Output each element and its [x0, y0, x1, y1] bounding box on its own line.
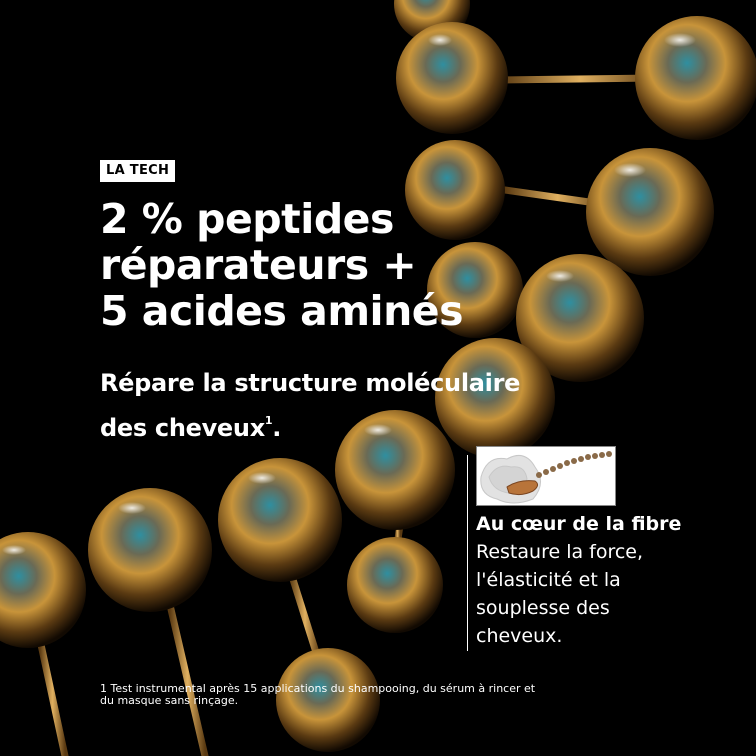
headline-line: 5 acides aminés	[100, 287, 464, 335]
molecule-sphere	[347, 537, 443, 633]
headline-line: 2 % peptides	[100, 195, 394, 243]
highlight	[248, 472, 276, 484]
subheadline-text: des cheveux	[100, 414, 265, 442]
molecule-sphere	[396, 22, 508, 134]
molecule-sphere	[218, 458, 342, 582]
fiber-divider	[467, 455, 468, 651]
fiber-title: Au cœur de la fibre	[476, 513, 682, 535]
hair-fiber-image	[477, 447, 615, 505]
subheadline-period: .	[272, 414, 282, 442]
highlight	[614, 163, 646, 177]
highlight	[428, 34, 452, 46]
molecule-sphere	[635, 16, 756, 140]
fiber-illustration	[476, 446, 616, 506]
fiber-line: cheveux.	[476, 625, 563, 647]
fiber-line: souplesse des	[476, 597, 610, 619]
fiber-benefit	[476, 510, 746, 650]
bond	[40, 640, 65, 756]
fiber-line: l'élasticité et la	[476, 569, 621, 591]
footnote-line: 1 Test instrumental après 15 applications du shampooing, du sérum à rincer et	[100, 682, 536, 695]
headline-line: réparateurs +	[100, 241, 417, 289]
molecule-sphere	[88, 488, 212, 612]
headline	[100, 196, 600, 334]
footnote-line: du masque sans rinçage.	[100, 694, 239, 707]
footnote	[100, 683, 660, 707]
highlight	[664, 33, 696, 47]
subheadline-line: Répare la structure moléculaire	[100, 369, 521, 397]
molecule-sphere	[586, 148, 714, 276]
subheadline	[100, 364, 660, 447]
highlight	[118, 502, 146, 514]
highlight	[2, 545, 26, 555]
footnote-marker: 1	[264, 414, 273, 427]
subheadline-line	[100, 402, 660, 447]
fiber-line: Restaure la force,	[476, 541, 644, 563]
bond	[170, 605, 205, 756]
section-tag: LA TECH	[100, 160, 175, 182]
